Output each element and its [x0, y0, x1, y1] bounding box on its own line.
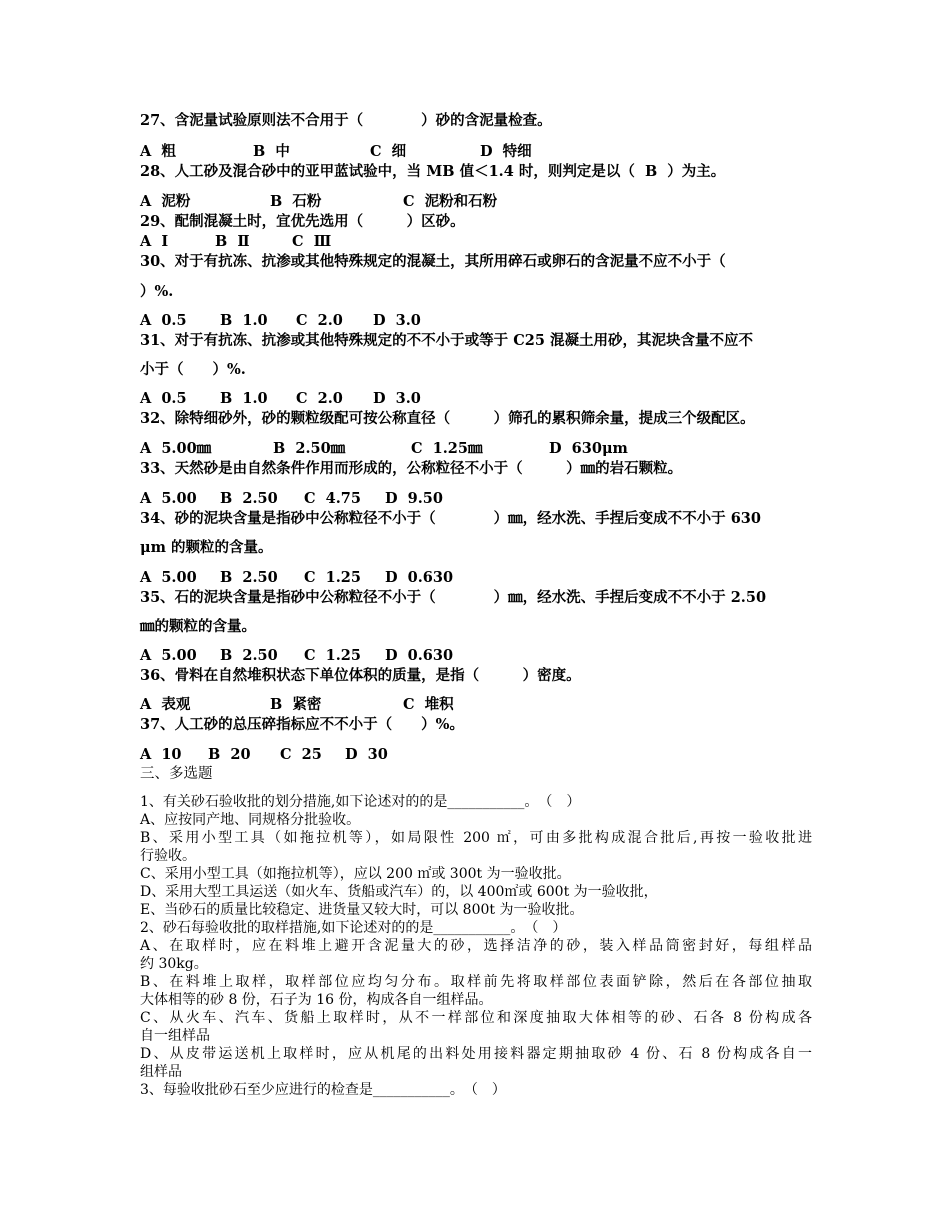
question-27-stem: 27、含泥量试验原则法不合用于（ ）砂的含泥量检查。: [140, 112, 552, 129]
option: B 20: [208, 746, 251, 763]
question-34-stem-cont: μm 的颗粒的含量。: [140, 539, 273, 556]
question-37-options: [140, 746, 388, 764]
question-35-stem-cont: ㎜的颗粒的含量。: [140, 618, 256, 635]
option: B 2.50: [220, 647, 278, 664]
question-36-options: [140, 696, 454, 714]
option: B Ⅱ: [215, 233, 250, 250]
question-31-stem: 31、对于有抗冻、抗渗或其他特殊规定的不不小于或等于 C25 混凝土用砂，其泥块含量不应不: [140, 332, 753, 349]
question-35-options: [140, 647, 453, 665]
option: A 5.00: [140, 569, 197, 586]
question-31-stem-cont: 小于（ ）%.: [140, 361, 246, 378]
multi-q2-option-c: C、从火车、汽车、货船上取样时，从不一样部位和深度抽取大体相等的砂、石各 8 份构成各: [140, 1010, 812, 1026]
question-31-options: [140, 390, 421, 408]
question-29-options: [140, 233, 331, 251]
option: C Ⅲ: [292, 233, 332, 250]
multi-question-2: 2、砂石每验收批的取样措施,如下论述对的的是___________。 （ ）: [140, 920, 567, 936]
option: A Ⅰ: [140, 233, 169, 250]
option: C 1.25: [304, 569, 361, 586]
option: A 10: [140, 746, 182, 763]
question-30-options: [140, 312, 421, 330]
multi-q2-option-a-cont: 约 30kg。: [140, 956, 208, 972]
multi-q1-option-a: A、应按同产地、同规格分批验收。: [140, 812, 361, 828]
option: C 1.25㎜: [411, 440, 483, 457]
option: D 9.50: [385, 490, 443, 507]
question-34-stem: 34、砂的泥块含量是指砂中公称粒径不小于（ ）㎜，经水洗、手捏后变成不不小于 630: [140, 510, 761, 527]
multi-question-1: 1、有关砂石验收批的划分措施,如下论述对的的是___________。 （ ）: [140, 794, 581, 810]
question-28-stem: 28、人工砂及混合砂中的亚甲蓝试验中，当 MB 值＜1.4 时，则判定是以（ B ）为主。: [140, 163, 726, 180]
multi-q2-option-b-cont: 大体相等的砂 8 份，石子为 16 份，构成各自一组样品。: [140, 992, 493, 1008]
multi-q1-option-d: D、采用大型工具运送（如火车、货船或汽车）的，以 400㎡或 600t 为一验收批，: [140, 884, 658, 900]
multi-q2-option-d: D、从皮带运送机上取样时，应从机尾的出料处用接料器定期抽取砂 4 份、石 8 份构成各自一: [140, 1046, 812, 1062]
option: C 2.0: [296, 312, 343, 329]
question-28-options: [140, 193, 497, 211]
multi-q1-option-b: B、采用小型工具（如拖拉机等），如局限性 200 ㎡，可由多批构成混合批后,再按一验收批进: [140, 830, 812, 846]
multi-q1-option-b-cont: 行验收。: [140, 848, 196, 864]
option: A 0.5: [140, 312, 187, 329]
option: D 0.630: [385, 569, 454, 586]
option: C 25: [280, 746, 322, 763]
option: C 1.25: [304, 647, 361, 664]
option: C 细: [370, 143, 407, 160]
option: D 3.0: [373, 390, 421, 407]
option: C 堆积: [403, 696, 454, 713]
option: A 5.00: [140, 647, 197, 664]
multi-q1-option-c: C、采用小型工具（如拖拉机等），应以 200 ㎡或 300t 为一验收批。: [140, 866, 571, 882]
option: C 4.75: [304, 490, 361, 507]
option: A 5.00: [140, 490, 197, 507]
question-37-stem: 37、人工砂的总压碎指标应不不小于（ ）%。: [140, 716, 464, 733]
option: D 0.630: [385, 647, 454, 664]
option: B 紧密: [270, 696, 322, 713]
question-32-stem: 32、除特细砂外，砂的颗粒级配可按公称直径（ ）筛孔的累积筛余量，提成三个级配区。: [140, 410, 755, 427]
question-27-options: [140, 143, 532, 161]
question-30-stem-cont: ）%.: [140, 283, 174, 300]
option: D 30: [345, 746, 388, 763]
multi-question-3: 3、每验收批砂石至少应进行的检查是___________。 （ ）: [140, 1082, 506, 1098]
question-33-options: [140, 490, 443, 508]
option: B 1.0: [220, 312, 268, 329]
option: B 2.50: [220, 490, 278, 507]
multi-q2-option-d-cont: 组样品: [140, 1064, 182, 1080]
option: C 2.0: [296, 390, 343, 407]
option: B 1.0: [220, 390, 268, 407]
question-36-stem: 36、骨料在自然堆积状态下单位体积的质量，是指（ ）密度。: [140, 667, 581, 684]
question-32-options: [140, 440, 628, 458]
question-29-stem: 29、配制混凝土时，宜优先选用（ ）区砂。: [140, 213, 465, 230]
multi-q2-option-c-cont: 自一组样品: [140, 1028, 210, 1044]
section-heading: 三、多选题: [140, 766, 213, 782]
option: B 2.50: [220, 569, 278, 586]
multi-q2-option-b: B、在料堆上取样，取样部位应均匀分布。取样前先将取样部位表面铲除，然后在各部位抽取: [140, 974, 812, 990]
multi-q2-option-a: A、在取样时，应在料堆上避开含泥量大的砂，选择洁净的砂，装入样品筒密封好，每组样品: [140, 938, 812, 954]
option: A 5.00㎜: [140, 440, 212, 457]
question-35-stem: 35、石的泥块含量是指砂中公称粒径不小于（ ）㎜，经水洗、手捏后变成不不小于 2.50: [140, 589, 767, 606]
question-34-options: [140, 569, 453, 587]
option: A 表观: [140, 696, 191, 713]
multi-q1-option-e: E、当砂石的质量比较稳定、进货量又较大时，可以 800t 为一验收批。: [140, 902, 584, 918]
option: A 粗: [140, 143, 176, 160]
option: B 2.50㎜: [273, 440, 346, 457]
option: D 特细: [480, 143, 532, 160]
option: A 0.5: [140, 390, 187, 407]
option: D 630μm: [549, 440, 628, 457]
question-33-stem: 33、天然砂是由自然条件作用而形成的，公称粒径不小于（ ）㎜的岩石颗粒。: [140, 460, 683, 477]
option: B 石粉: [270, 193, 322, 210]
question-30-stem: 30、对于有抗冻、抗渗或其他特殊规定的混凝土，其所用碎石或卵石的含泥量不应不小于（: [140, 253, 726, 270]
option: D 3.0: [373, 312, 421, 329]
option: B 中: [253, 143, 290, 160]
option: C 泥粉和石粉: [403, 193, 498, 210]
option: A 泥粉: [140, 193, 191, 210]
